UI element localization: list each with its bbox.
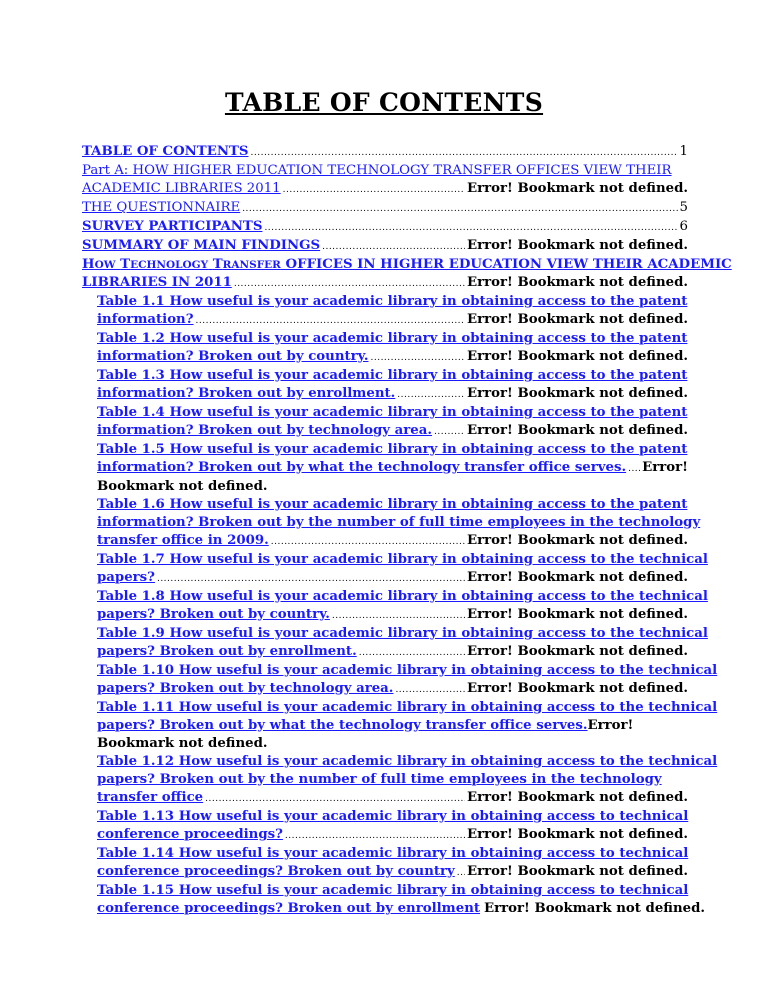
toc-entry[interactable] <box>97 845 688 882</box>
dot-leader <box>322 238 465 256</box>
toc-entry-text[interactable]: Table 1.12 How useful is your academic library in obtaining access to the technical <box>97 754 718 769</box>
toc-entry[interactable] <box>97 293 688 330</box>
toc-entry[interactable] <box>97 808 688 845</box>
toc-entry-text[interactable]: transfer office in 2009. <box>97 533 269 548</box>
dot-leader <box>157 570 465 588</box>
dot-leader <box>397 386 465 404</box>
toc-entry[interactable] <box>97 367 688 404</box>
page-number: Error! Bookmark not defined. <box>484 901 706 916</box>
dot-leader <box>359 644 465 662</box>
toc-entry[interactable] <box>97 330 688 367</box>
toc-entry-text[interactable]: conference proceedings? Broken out by country <box>97 864 455 879</box>
page-number: Error! Bookmark not defined. <box>467 275 688 290</box>
toc-entry-text[interactable]: information? Broken out by country. <box>97 349 369 364</box>
toc-entry-text[interactable]: papers? <box>97 570 155 585</box>
toc-entry[interactable] <box>97 625 708 662</box>
toc-entry-text[interactable]: Table 1.5 How useful is your academic library in obtaining access to the patent <box>97 442 688 457</box>
toc-entry-text[interactable]: Table 1.14 How useful is your academic library in obtaining access to technical <box>97 846 689 861</box>
dot-leader <box>434 423 465 441</box>
toc-entry[interactable] <box>97 496 701 551</box>
table-of-contents <box>82 143 732 919</box>
page-number: Error! Bookmark not defined. <box>467 312 688 327</box>
page-number: Error! Bookmark not defined. <box>467 181 688 196</box>
dot-leader <box>457 864 465 882</box>
toc-entry-text[interactable]: information? Broken out by technology area. <box>97 423 432 438</box>
page-number: Error! Bookmark not defined. <box>467 386 688 401</box>
page-number: 5 <box>679 200 688 215</box>
page-number: Error! Bookmark not defined. <box>467 644 688 659</box>
page-number: Error! <box>642 460 688 475</box>
page-number: Error! Bookmark not defined. <box>467 349 688 364</box>
toc-entry[interactable] <box>82 143 688 162</box>
toc-entry[interactable] <box>97 441 688 496</box>
dot-leader <box>196 312 465 330</box>
dot-leader <box>370 349 465 367</box>
toc-entry[interactable] <box>97 753 718 808</box>
page-number: Error! Bookmark not defined. <box>467 864 688 879</box>
toc-entry-text[interactable]: papers? Broken out by what the technology transfer office serves. <box>97 718 588 733</box>
toc-entry[interactable] <box>97 882 706 919</box>
page-number: Error! Bookmark not defined. <box>467 423 688 438</box>
dot-leader <box>251 144 678 162</box>
toc-entry-text[interactable]: conference proceedings? <box>97 827 283 842</box>
page-number: Error! Bookmark not defined. <box>467 533 688 548</box>
toc-entry[interactable] <box>97 551 708 588</box>
toc-entry[interactable] <box>82 218 688 237</box>
toc-entry-text[interactable]: Table 1.11 How useful is your academic library in obtaining access to the technical <box>97 700 718 715</box>
toc-entry[interactable] <box>82 199 688 218</box>
toc-entry-text[interactable]: SURVEY PARTICIPANTS <box>82 219 263 234</box>
toc-entry-text[interactable]: information? Broken out by the number of full time employees in the technology <box>97 515 701 530</box>
toc-entry-text[interactable]: information? Broken out by enrollment. <box>97 386 396 401</box>
page-number: 6 <box>679 219 688 234</box>
toc-entry[interactable] <box>82 237 688 256</box>
dot-leader <box>234 275 465 293</box>
toc-entry-text[interactable]: Table 1.15 How useful is your academic library in obtaining access to technical <box>97 883 689 898</box>
toc-entry-text[interactable]: Table 1.13 How useful is your academic library in obtaining access to technical <box>97 809 689 824</box>
toc-entry-text[interactable]: papers? Broken out by country. <box>97 607 330 622</box>
toc-entry[interactable] <box>82 256 732 293</box>
dot-leader <box>628 460 640 478</box>
toc-entry[interactable] <box>97 588 708 625</box>
toc-entry[interactable] <box>97 662 718 699</box>
toc-entry-text[interactable]: Part A: HOW HIGHER EDUCATION TECHNOLOGY TRANSFER OFFICES VIEW THEIR <box>82 163 672 178</box>
toc-entry-text[interactable]: Table 1.10 How useful is your academic library in obtaining access to the technical <box>97 663 718 678</box>
toc-entry-text[interactable]: information? <box>97 312 194 327</box>
toc-entry-text[interactable]: Table 1.8 How useful is your academic library in obtaining access to the technical <box>97 589 708 604</box>
page-number-continued: Bookmark not defined. <box>97 479 268 494</box>
page-number: Error! Bookmark not defined. <box>467 570 688 585</box>
page-number: Error! Bookmark not defined. <box>467 790 688 805</box>
toc-entry-text[interactable]: papers? Broken out by technology area. <box>97 681 394 696</box>
toc-entry-text[interactable]: Table 1.2 How useful is your academic library in obtaining access to the patent <box>97 331 688 346</box>
page-title: TABLE OF CONTENTS <box>224 88 544 117</box>
dot-leader <box>283 181 465 199</box>
page-number: Error! Bookmark not defined. <box>467 607 688 622</box>
toc-entry[interactable] <box>97 404 688 441</box>
toc-entry[interactable] <box>97 699 718 753</box>
toc-entry-text[interactable]: THE QUESTIONNAIRE <box>82 200 241 215</box>
toc-entry-text[interactable]: information? Broken out by what the technology transfer office serves. <box>97 460 627 475</box>
toc-entry-text[interactable]: Table 1.9 How useful is your academic library in obtaining access to the technical <box>97 626 708 641</box>
toc-entry-text[interactable]: HOW TECHNOLOGY TRANSFER OFFICES IN HIGHER EDUCATION VIEW THEIR ACADEMIC <box>82 257 732 272</box>
toc-entry-text[interactable]: transfer office <box>97 790 204 805</box>
dot-leader <box>332 607 465 625</box>
toc-entry-text[interactable]: Table 1.6 How useful is your academic library in obtaining access to the patent <box>97 497 688 512</box>
page-number: 1 <box>679 144 688 159</box>
page-number: Error! Bookmark not defined. <box>467 238 688 253</box>
toc-entry-text[interactable]: Table 1.7 How useful is your academic library in obtaining access to the technical <box>97 552 708 567</box>
toc-entry-text[interactable]: papers? Broken out by enrollment. <box>97 644 357 659</box>
toc-entry[interactable] <box>82 162 688 199</box>
toc-entry-text[interactable]: conference proceedings? Broken out by enrollment <box>97 901 481 916</box>
page-number: Error! Bookmark not defined. <box>467 681 688 696</box>
toc-entry-text[interactable]: papers? Broken out by the number of full time employees in the technology <box>97 772 662 787</box>
toc-entry-text[interactable]: TABLE OF CONTENTS <box>82 144 249 159</box>
toc-entry-text[interactable]: Table 1.4 How useful is your academic library in obtaining access to the patent <box>97 405 688 420</box>
dot-leader <box>271 533 465 551</box>
dot-leader <box>205 790 465 808</box>
toc-entry-text[interactable]: SUMMARY OF MAIN FINDINGS <box>82 238 321 253</box>
page-number: Error! Bookmark not defined. <box>97 718 634 751</box>
dot-leader <box>242 200 677 218</box>
toc-entry-text[interactable]: Table 1.1 How useful is your academic library in obtaining access to the patent <box>97 294 688 309</box>
page-number: Error! Bookmark not defined. <box>467 827 688 842</box>
dot-leader <box>285 827 465 845</box>
toc-entry-text[interactable]: Table 1.3 How useful is your academic library in obtaining access to the patent <box>97 368 688 383</box>
toc-entry-text[interactable]: LIBRARIES IN 2011 <box>82 275 232 290</box>
toc-entry-text[interactable]: ACADEMIC LIBRARIES 2011 <box>82 181 281 196</box>
dot-leader <box>395 681 465 699</box>
dot-leader <box>264 219 677 237</box>
